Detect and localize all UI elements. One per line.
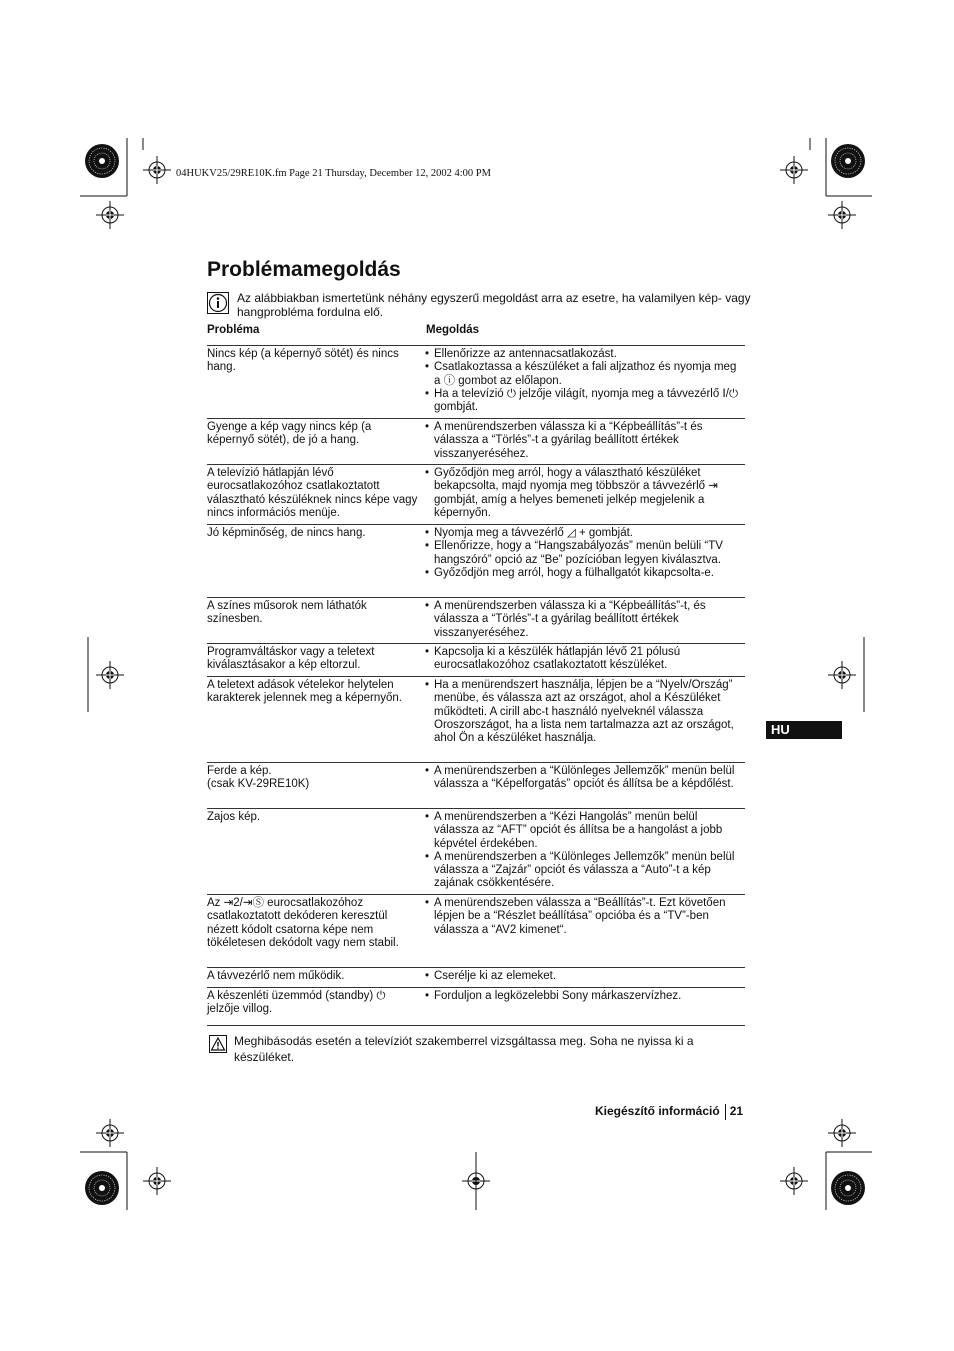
solution-cell bbox=[425, 679, 745, 762]
solution-cell bbox=[425, 990, 745, 1023]
problem-cell: A színes műsorok nem láthatók színesben. bbox=[207, 600, 367, 626]
column-header-solution: Megoldás bbox=[426, 324, 480, 336]
problem-cell: Jó képminőség, de nincs hang. bbox=[207, 527, 366, 539]
solution-cell bbox=[425, 897, 745, 967]
registration-mark-icon bbox=[828, 1119, 856, 1147]
page-title: Problémamegoldás bbox=[207, 258, 401, 281]
starburst-target-icon bbox=[85, 144, 119, 178]
problem-cell: Nincs kép (a képernyő sötét) és nincs hang. bbox=[207, 348, 399, 374]
page-number: 21 bbox=[729, 1104, 744, 1119]
problem-cell: A teletext adások vételekor helytelen karakterek jelennek meg a képernyőn. bbox=[207, 679, 402, 705]
starburst-target-icon bbox=[831, 144, 865, 178]
table-end-rule bbox=[207, 1025, 745, 1026]
solution-item: • Ha a televízió ⏻ jelzője világít, nyomja meg a távvezérlő Ⅰ/⏻ gombját. bbox=[425, 388, 745, 415]
registration-mark-icon bbox=[143, 156, 171, 184]
info-icon bbox=[207, 292, 229, 314]
problem-cell: Ferde a kép. (csak KV-29RE10K) bbox=[207, 765, 310, 791]
solution-item: • Cserélje ki az elemeket. bbox=[425, 970, 745, 983]
table-row bbox=[207, 597, 745, 643]
solution-item: • Ha a menürendszert használja, lépjen be a “Nyelv/Ország” menübe, és válassza azt az országot, ahol a Készüléket működteti. A cirill abc-t használó nyelveknél válassza Oroszországot, ha a lista nem tartalmazza azt az országot, ahol Ön a készüléket használja. bbox=[425, 679, 745, 745]
registration-mark-icon bbox=[96, 661, 124, 689]
solution-item: • Forduljon a legközelebbi Sony márkaszervízhez. bbox=[425, 990, 745, 1003]
column-header-problem: Probléma bbox=[207, 324, 260, 336]
table-row bbox=[207, 762, 745, 808]
troubleshooting-table bbox=[207, 345, 745, 1023]
footer-section: Kiegészítő információ bbox=[595, 1104, 720, 1119]
table-row bbox=[207, 524, 745, 597]
problem-cell: A televízió hátlapján lévő eurocsatlakozóhoz csatlakoztatott választható készüléknek nincs képe vagy nincs információs menüje. bbox=[207, 467, 418, 519]
problem-cell: Az ⇥2/⇥Ⓢ eurocsatlakozóhoz csatlakoztatott dekóderen keresztül nézett kódolt csatorna képe nem tökéletesen dekódolt vagy nem stabil. bbox=[207, 897, 399, 949]
problem-cell: Programváltáskor vagy a teletext kiválasztásakor a kép eltorzul. bbox=[207, 646, 375, 672]
language-tab: HU bbox=[766, 721, 842, 739]
starburst-target-icon bbox=[831, 1171, 865, 1205]
table-row bbox=[207, 418, 745, 464]
problem-cell: Gyenge a kép vagy nincs kép (a képernyő sötét), de jó a hang. bbox=[207, 421, 372, 447]
warning-triangle-icon bbox=[209, 1035, 227, 1053]
solution-cell bbox=[425, 527, 745, 597]
solution-cell bbox=[425, 348, 745, 418]
solution-item: • A menürendszerben válassza ki a “Képbeállítás”-t, és válassza a “Törlés”-t a gyárilag beállított értékek visszanyeréséhez. bbox=[425, 600, 745, 640]
registration-mark-icon bbox=[96, 1119, 124, 1147]
solution-item: • Nyomja meg a távvezérlő ◿ + gombját. bbox=[425, 527, 745, 540]
solution-cell bbox=[425, 467, 745, 524]
starburst-target-icon bbox=[85, 1171, 119, 1205]
solution-cell bbox=[425, 765, 745, 808]
table-row bbox=[207, 464, 745, 524]
solution-cell bbox=[425, 811, 745, 894]
solution-item: • A menürendszerben válassza ki a “Képbeállítás”-t és válassza a “Törlés”-t a gyárilag beállított értékek visszanyeréséhez. bbox=[425, 421, 745, 461]
page-footer bbox=[595, 1104, 743, 1120]
solution-item: • A menürendszerben a “Kézi Hangolás” menün belül válassza az “AFT” opciót és állítsa be a hangolást a jobb képvétel érdekében. bbox=[425, 811, 745, 851]
table-row bbox=[207, 894, 745, 967]
problem-cell: A távvezérlő nem működik. bbox=[207, 970, 345, 982]
table-row bbox=[207, 967, 745, 987]
table-row bbox=[207, 676, 745, 762]
solution-item: • Kapcsolja ki a készülék hátlapján lévő 21 pólusú eurocsatlakozóhoz csatlakoztatott készüléket. bbox=[425, 646, 745, 673]
solution-cell bbox=[425, 970, 745, 987]
registration-mark-icon bbox=[828, 201, 856, 229]
registration-mark-icon bbox=[143, 1167, 171, 1195]
solution-item: • Győződjön meg arról, hogy a fülhallgatót kikapcsolta-e. bbox=[425, 567, 745, 580]
solution-item: • Csatlakoztassa a készüléket a fali aljzathoz és nyomja meg a ⓘ gombot az előlapon. bbox=[425, 361, 745, 388]
file-header: 04HUKV25/29RE10K.fm Page 21 Thursday, December 12, 2002 4:00 PM bbox=[176, 168, 491, 179]
solution-item: • A menürendszerben a “Különleges Jellemzők” menün belül válassza a “Képelforgatás” opciót és állítsa be a képdőlést. bbox=[425, 765, 745, 792]
registration-mark-icon bbox=[780, 156, 808, 184]
problem-cell: Zajos kép. bbox=[207, 811, 261, 823]
intro-text: Az alábbiakban ismertetünk néhány egyszerű megoldást arra az esetre, ha valamilyen kép- vagy hangprobléma fordulna elő. bbox=[237, 291, 751, 319]
solution-cell bbox=[425, 421, 745, 464]
table-row bbox=[207, 345, 745, 418]
solution-item: • A menürendszerben a “Különleges Jellemzők” menün belül válassza a “Zajzár” opciót és válassza a “Auto”-t a kép zajának csökkentésére. bbox=[425, 851, 745, 891]
registration-mark-icon bbox=[828, 661, 856, 689]
solution-item: • A menürendszeben válassza a “Beállítás”-t. Ezt követően lépjen be a “Részlet beállítása” opcióba és a “TV”-ben válassza a “AV2 kimenet“. bbox=[425, 897, 745, 937]
solution-cell bbox=[425, 646, 745, 676]
table-row bbox=[207, 808, 745, 894]
solution-cell bbox=[425, 600, 745, 643]
table-row bbox=[207, 987, 745, 1023]
solution-item: • Ellenőrizze, hogy a “Hangszabályozás” menün belüli “TV hangszóró” opció az “Be” pozícióban legyen kiválasztva. bbox=[425, 540, 745, 567]
solution-item: • Győződjön meg arról, hogy a választható készüléket bekapcsolta, majd nyomja meg többször a távvezérlő ⇥ gombját, amíg a helyes bemeneti jelkép megjelenik a képernyőn. bbox=[425, 467, 745, 520]
warning-text: Meghibásodás esetén a televíziót szakemberrel vizsgáltassa meg. Soha ne nyissa ki a készüléket. bbox=[234, 1034, 694, 1064]
table-row bbox=[207, 643, 745, 676]
solution-item: • Ellenőrizze az antennacsatlakozást. bbox=[425, 348, 745, 361]
registration-mark-icon bbox=[96, 201, 124, 229]
problem-cell: A készenléti üzemmód (standby) ⏻ jelzője villog. bbox=[207, 990, 386, 1016]
registration-mark-icon bbox=[780, 1167, 808, 1195]
